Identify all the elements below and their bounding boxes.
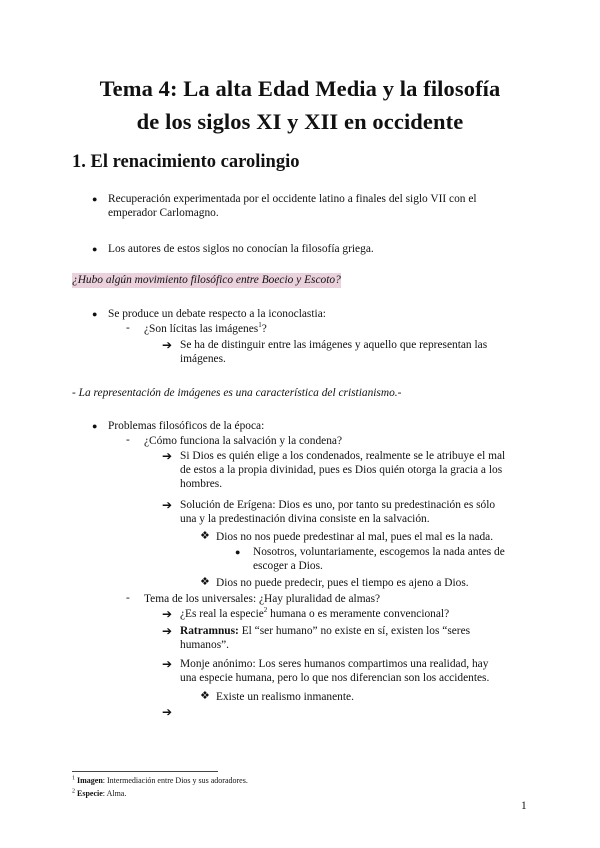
bullet-icon: ● [92, 421, 98, 431]
footnote-1 [72, 776, 248, 785]
footnote-ref: 2 [263, 606, 268, 615]
arrow-text [180, 624, 528, 652]
question-highlight: ¿Hubo algún movimiento filosófico entre Boecio y Escoto? [72, 274, 341, 286]
arrow-icon: ➔ [162, 498, 173, 512]
highlighted-question [72, 273, 341, 287]
arrow-icon: ➔ [162, 338, 173, 352]
text-line: una y la predestinación divina consiste en la salvación. [180, 513, 430, 525]
footnote-text: : Intermediación entre Dios y sus adoradores. [102, 776, 248, 785]
italic-note: - La representación de imágenes es una característica del cristianismo.- [72, 387, 402, 399]
arrow-text [180, 449, 528, 491]
text-line: escoger a Dios. [253, 560, 323, 572]
arrow-icon: ➔ [162, 657, 173, 671]
diamond-icon: ❖ [200, 690, 210, 702]
text-span: ¿Son lícitas las imágenes [144, 323, 259, 335]
text-span: humana o es meramente convencional? [267, 608, 450, 620]
arrow-icon: ➔ [162, 449, 173, 463]
diamond-icon: ❖ [200, 576, 210, 588]
text-span: ¿Es real la especie [180, 608, 264, 620]
text-line: humanos”. [180, 639, 230, 651]
bullet-icon: ● [92, 194, 98, 204]
dash-icon: - [126, 322, 130, 334]
text-line: Nosotros, voluntariamente, escogemos la nada antes de [253, 546, 505, 558]
bullet-text [253, 545, 528, 573]
diamond-text: Existe un realismo inmanente. [216, 691, 354, 703]
arrow-icon: ➔ [162, 607, 173, 621]
text-line: Solución de Erígena: Dios es uno, por tanto su predestinación es sólo [180, 499, 496, 511]
footnote-term: Imagen [77, 776, 103, 785]
diamond-text: Dios no nos puede predestinar al mal, pues el mal es la nada. [216, 531, 494, 543]
section-heading: 1. El renacimiento carolingio [72, 152, 300, 172]
text-line: emperador Carlomagno. [108, 207, 219, 219]
arrow-text [180, 607, 449, 621]
arrow-text [180, 338, 528, 366]
text-span: ? [261, 323, 267, 335]
bullet-text: Los autores de estos siglos no conocían la filosofía griega. [108, 243, 374, 255]
text-line: Si Dios es quién elige a los condenados, realmente se le atribuye el mal [180, 450, 506, 462]
arrow-text [180, 498, 528, 526]
arrow-text [180, 657, 528, 685]
bullet-icon: ● [92, 244, 98, 254]
text-line: Monje anónimo: Los seres humanos compartimos una realidad, hay [180, 658, 489, 670]
footnote-divider [72, 771, 218, 772]
bullet-text [108, 192, 528, 220]
diamond-text: Dios no puede predecir, pues el tiempo es ajeno a Dios. [216, 577, 469, 589]
text-line: Recuperación experimentada por el occidente latino a finales del siglo VII con el [108, 193, 477, 205]
bullet-icon: ● [92, 309, 98, 319]
text-line: hombres. [180, 478, 223, 490]
dash-icon: - [126, 434, 130, 446]
bold-term: Ratramnus: [180, 625, 239, 637]
bullet-text: Problemas filosóficos de la época: [108, 420, 265, 432]
title-line-1: Tema 4: La alta Edad Media y la filosofía [99, 76, 501, 101]
text-line: una especie humana, pero lo que nos diferencian son los accidentes. [180, 672, 490, 684]
text-line: Se ha de distinguir entre las imágenes y aquello que representan las [180, 339, 488, 351]
footnote-text: : Alma. [102, 789, 127, 798]
title-line-2: de los siglos XI y XII en occidente [136, 109, 464, 134]
text-line: imágenes. [180, 353, 226, 365]
footnote-ref: 1 [258, 321, 262, 330]
bullet-icon: ● [235, 547, 241, 557]
footnote-number: 1 [72, 775, 75, 782]
text-line: de estos a la propia divinidad, pues es Dios quién otorga la gracia a los [180, 464, 503, 476]
dash-text: Tema de los universales: ¿Hay pluralidad de almas? [144, 593, 381, 605]
dash-text [144, 322, 267, 336]
text-span: El “ser humano” no existe en sí, existen los “seres [238, 625, 471, 637]
footnote-term: Especie [77, 789, 103, 798]
arrow-icon: ➔ [162, 624, 173, 638]
footnote-number: 2 [72, 788, 75, 795]
dash-icon: - [126, 592, 130, 604]
dash-text: ¿Cómo funciona la salvación y la condena? [144, 435, 342, 447]
footnote-2 [72, 789, 126, 798]
bullet-text: Se produce un debate respecto a la iconoclastia: [108, 308, 326, 320]
arrow-icon: ➔ [162, 705, 173, 719]
diamond-icon: ❖ [200, 530, 210, 542]
page-number: 1 [521, 800, 527, 812]
